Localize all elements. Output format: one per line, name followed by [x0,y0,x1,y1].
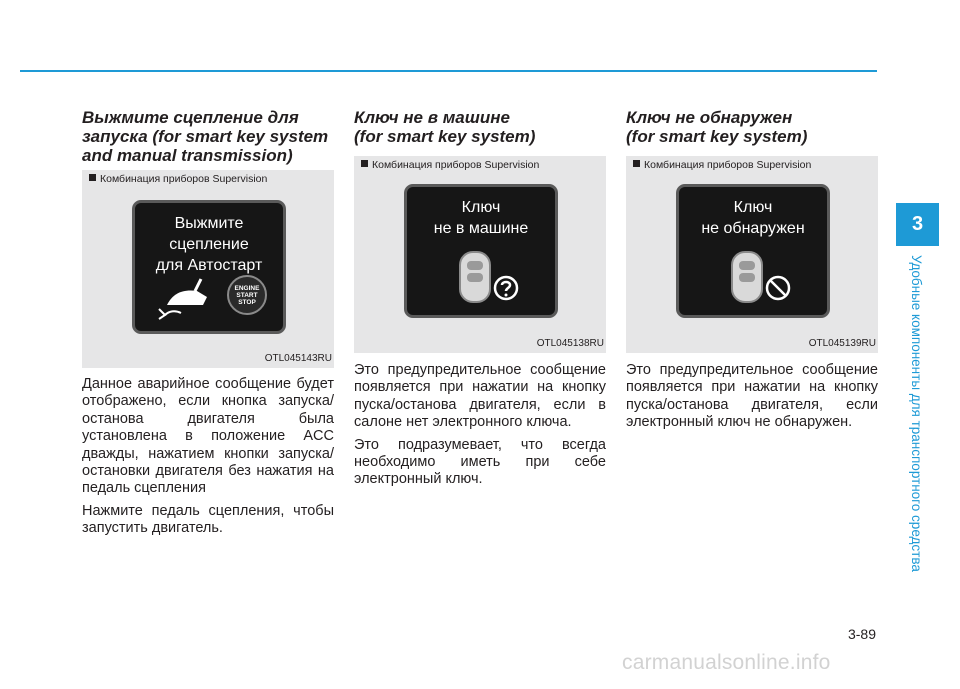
column-key-not-detected [626,108,878,431]
column-clutch [82,108,334,537]
figure-caption: Комбинация приборов Supervision [89,173,267,186]
chapter-title: Удобные компоненты для транспортного средства [909,255,924,572]
chapter-number-tab: 3 [896,203,939,246]
section-heading: Ключ не в машине (for smart key system) [354,108,536,146]
image-code: OTL045143RU [264,353,332,364]
section-heading: Ключ не обнаружен (for smart key system) [626,108,808,146]
section-heading: Выжмите сцепление для запуска (for smart key system and manual transmission) [82,108,329,165]
paragraph: Это подразумевает, что всегда необходимо иметь при себе электронный ключ. [354,436,606,488]
paragraph: Это предупредительное сообщение появляется при нажатии на кнопку пуска/останова двигателя, если электронный ключ не обнаружен. [626,362,878,431]
prohibited-icon [765,275,791,301]
image-code: OTL045139RU [808,338,876,349]
cluster-display [132,200,286,334]
display-message: Ключ не в машине [433,199,529,237]
cluster-display [676,184,830,318]
clutch-pedal-icon [157,275,215,321]
figure-panel [354,156,606,353]
watermark: carmanualsonline.info [622,651,831,674]
description [82,376,334,543]
figure-caption: Комбинация приборов Supervision [633,159,811,172]
description [626,362,878,437]
column-key-not-in-vehicle [354,108,606,488]
smart-key-icon [459,251,491,303]
square-bullet-icon [633,160,640,167]
paragraph: Нажмите педаль сцепления, чтобы запустить двигатель. [82,502,334,537]
smart-key-icon [731,251,763,303]
image-code: OTL045138RU [536,338,604,349]
figure-panel [626,156,878,353]
description [354,362,606,494]
figure-panel [82,170,334,368]
top-rule [20,70,877,72]
square-bullet-icon [89,174,96,181]
figure-caption: Комбинация приборов Supervision [361,159,539,172]
display-message: Ключ не обнаружен [701,199,805,237]
engine-start-stop-icon: ENGINE START STOP [227,275,267,315]
square-bullet-icon [361,160,368,167]
cluster-display [404,184,558,318]
display-message: Выжмите сцепление для Автостарт [155,215,263,274]
paragraph: Это предупредительное сообщение появляется при нажатии на кнопку пуска/останова двигателя, если в салоне нет электронного ключа. [354,362,606,431]
page-number: 3-89 [847,626,876,642]
paragraph: Данное аварийное сообщение будет отображено, если кнопка запуска/останова двигателя была установлена в положение ACC дважды, нажатием кнопки запуска/остановки двигателя без нажатия на педаль сцепления [82,376,334,497]
question-mark-icon [493,275,519,301]
